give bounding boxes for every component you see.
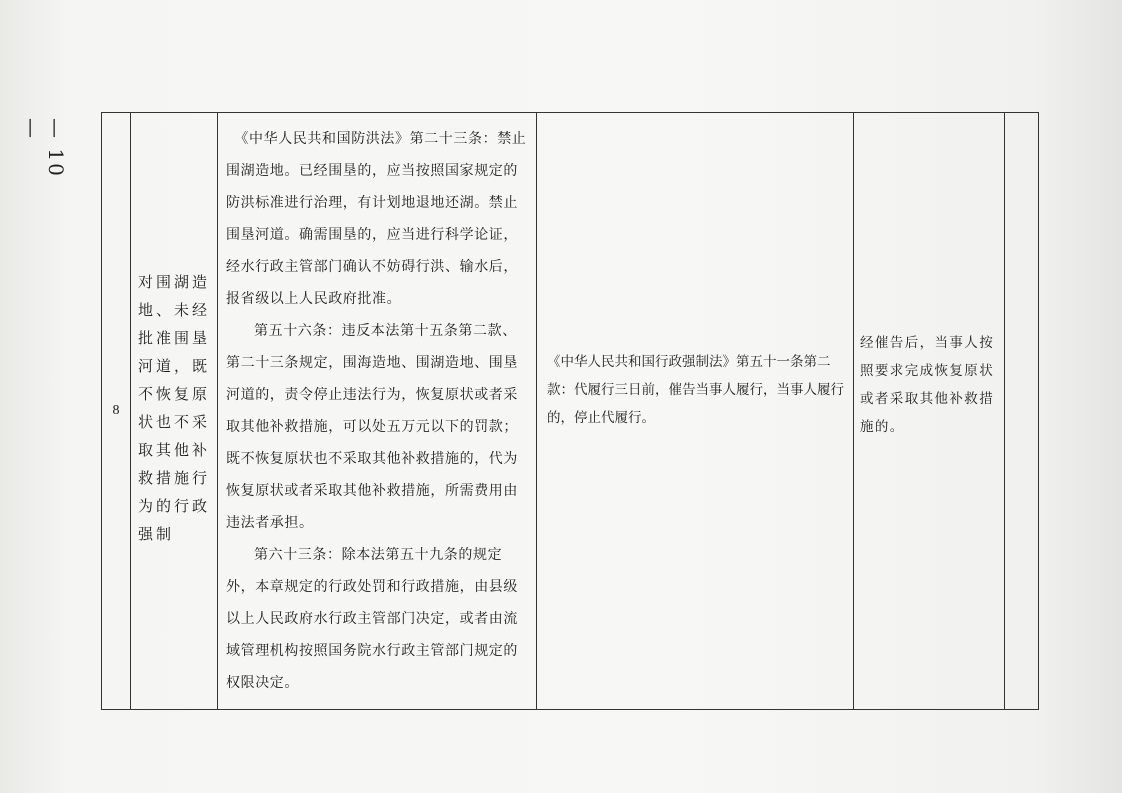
table-row [102,113,1039,710]
row-number: 8 [112,403,120,418]
item-name-cell [131,113,218,710]
basis-paragraph: 《中华人民共和国防洪法》第二十三条：禁止围湖造地。已经围垦的，应当按照国家规定的防洪标准进行治理，有计划地退地还湖。禁止围垦河道。确需围垦的，应当进行科学论证，经水行政主管部门确认不妨碍行洪、输水后，报省级以上人民政府批准。 [226,131,527,307]
row-number-cell [102,113,131,710]
legal-basis [218,113,536,699]
basis-paragraph: 第五十六条：违反本法第十五条第二款、第二十三条规定，围海造地、围湖造地、围垦河道的，责令停止违法行为，恢复原状或者采取其他补救措施，可以处五万元以下的罚款；既不恢复原状也不采取其他补救措施的，代为恢复原状或者采取其他补救措施，所需费用由违法者承担。 [226,323,518,531]
procedure-text: 《中华人民共和国行政强制法》第五十一条第二款：代履行三日前，催告当事人履行，当事人履行的，停止代履行。 [547,354,844,426]
empty-cell [1005,113,1039,710]
enforcement-table [101,112,1039,710]
item-name: 对围湖造地、未经批准围垦河道，既不恢复原状也不采取其他补救措施行为的行政强制 [138,273,211,543]
condition-text: 经催告后，当事人按照要求完成恢复原状或者采取其他补救措施的。 [860,335,995,435]
procedure-cell [537,113,854,710]
legal-basis-cell [218,113,537,710]
basis-paragraph: 第六十三条：除本法第五十九条的规定外，本章规定的行政处罚和行政措施，由县级以上人民政府水行政主管部门决定，或者由流域管理机构按照国务院水行政主管部门规定的权限决定。 [226,547,518,691]
condition-cell [854,113,1005,710]
page-number: — 10 — [20,118,68,178]
